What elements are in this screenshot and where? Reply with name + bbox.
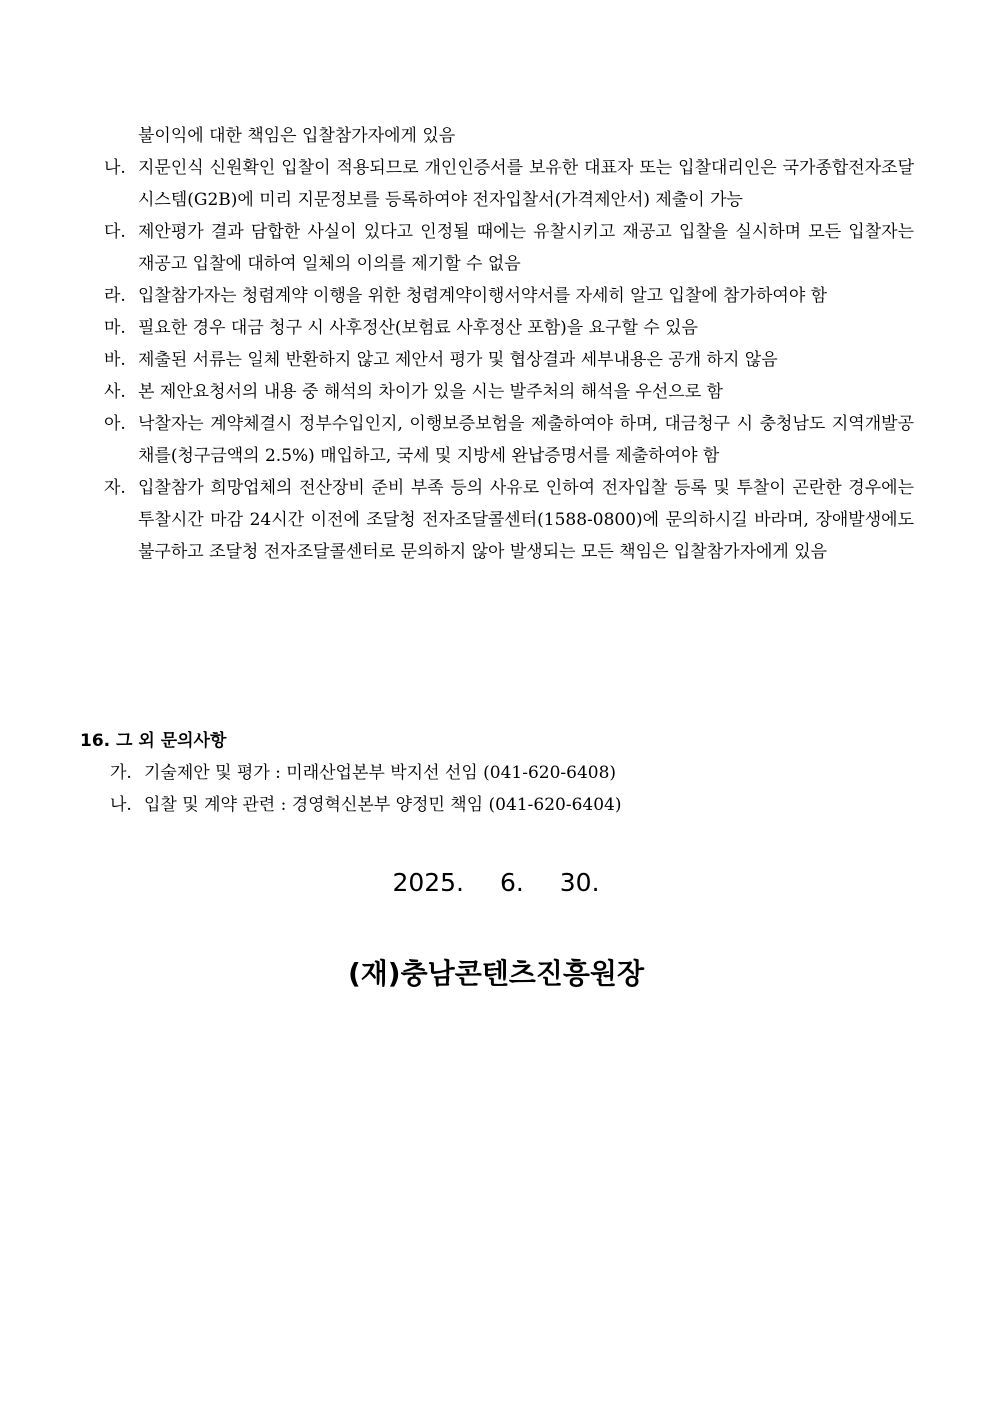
contact-item bbox=[80, 789, 910, 821]
item-text: 입찰참가자는 청렴계약 이행을 위한 청렴계약이행서약서를 자세히 알고 입찰에 참가하여야 함 bbox=[138, 286, 828, 306]
notice-list bbox=[104, 120, 914, 568]
contact-marker: 가. bbox=[110, 763, 132, 783]
item-text: 제출된 서류는 일체 반환하지 않고 제안서 평가 및 협상결과 세부내용은 공개 하지 않음 bbox=[138, 350, 778, 370]
item-marker: 사. bbox=[104, 382, 126, 402]
item-marker: 라. bbox=[104, 286, 126, 306]
contact-text: 입찰 및 계약 관련 : 경영혁신본부 양정민 책임 (041-620-6404) bbox=[144, 795, 622, 815]
list-item bbox=[104, 216, 914, 280]
list-item bbox=[104, 408, 914, 472]
continuation-line bbox=[104, 120, 914, 152]
item-marker: 나. bbox=[104, 158, 126, 178]
item-text: 낙찰자는 계약체결시 정부수입인지, 이행보증보험을 제출하여야 하며, 대금청구 시 충청남도 지역개발공채를(청구금액의 2.5%) 매입하고, 국세 및 지방세 완납증명서를 제출하여야 함 bbox=[138, 414, 914, 466]
item-marker: 아. bbox=[104, 414, 126, 434]
document-date bbox=[0, 868, 992, 897]
list-item bbox=[104, 152, 914, 216]
item-text: 제안평가 결과 담합한 사실이 있다고 인정될 때에는 유찰시키고 재공고 입찰을 실시하며 모든 입찰자는 재공고 입찰에 대하여 일체의 이의를 제기할 수 없음 bbox=[138, 222, 914, 274]
date-day: 30. bbox=[559, 868, 600, 897]
item-text: 지문인식 신원확인 입찰이 적용되므로 개인인증서를 보유한 대표자 또는 입찰대리인은 국가종합전자조달시스템(G2B)에 미리 지문정보를 등록하여야 전자입찰서(가격제안서) 제출이 가능 bbox=[138, 158, 914, 210]
list-item bbox=[104, 472, 914, 568]
item-text: 필요한 경우 대금 청구 시 사후정산(보험료 사후정산 포함)을 요구할 수 있음 bbox=[138, 318, 698, 338]
item-marker: 자. bbox=[104, 478, 126, 498]
item-marker: 마. bbox=[104, 318, 126, 338]
list-item bbox=[104, 280, 914, 312]
list-item bbox=[104, 344, 914, 376]
item-marker: 바. bbox=[104, 350, 126, 370]
inquiry-section bbox=[80, 725, 910, 821]
continuation-text: 불이익에 대한 책임은 입찰참가자에게 있음 bbox=[138, 126, 456, 146]
contact-text: 기술제안 및 평가 : 미래산업본부 박지선 선임 (041-620-6408) bbox=[144, 763, 617, 783]
contact-marker: 나. bbox=[110, 795, 132, 815]
item-marker: 다. bbox=[104, 222, 126, 242]
date-month: 6. bbox=[499, 868, 524, 897]
contact-item bbox=[80, 757, 910, 789]
organization-name: (재)충남콘텐츠진흥원장 bbox=[347, 957, 645, 990]
list-item bbox=[104, 376, 914, 408]
item-text: 본 제안요청서의 내용 중 해석의 차이가 있을 시는 발주처의 해석을 우선으로 함 bbox=[138, 382, 723, 402]
date-year: 2025. bbox=[392, 868, 465, 897]
item-text: 입찰참가 희망업체의 전산장비 준비 부족 등의 사유로 인하여 전자입찰 등록 및 투찰이 곤란한 경우에는 투찰시간 마감 24시간 이전에 조달청 전자조달콜센터(1588-0800)에 문의하시길 바라며, 장애발생에도 불구하고 조달청 전자조달콜센터로 문의하지 않아 발생되는 모든 책임은 입찰참가자에게 있음 bbox=[138, 478, 914, 562]
section-title: 16. 그 외 문의사항 bbox=[80, 731, 227, 751]
list-item bbox=[104, 312, 914, 344]
